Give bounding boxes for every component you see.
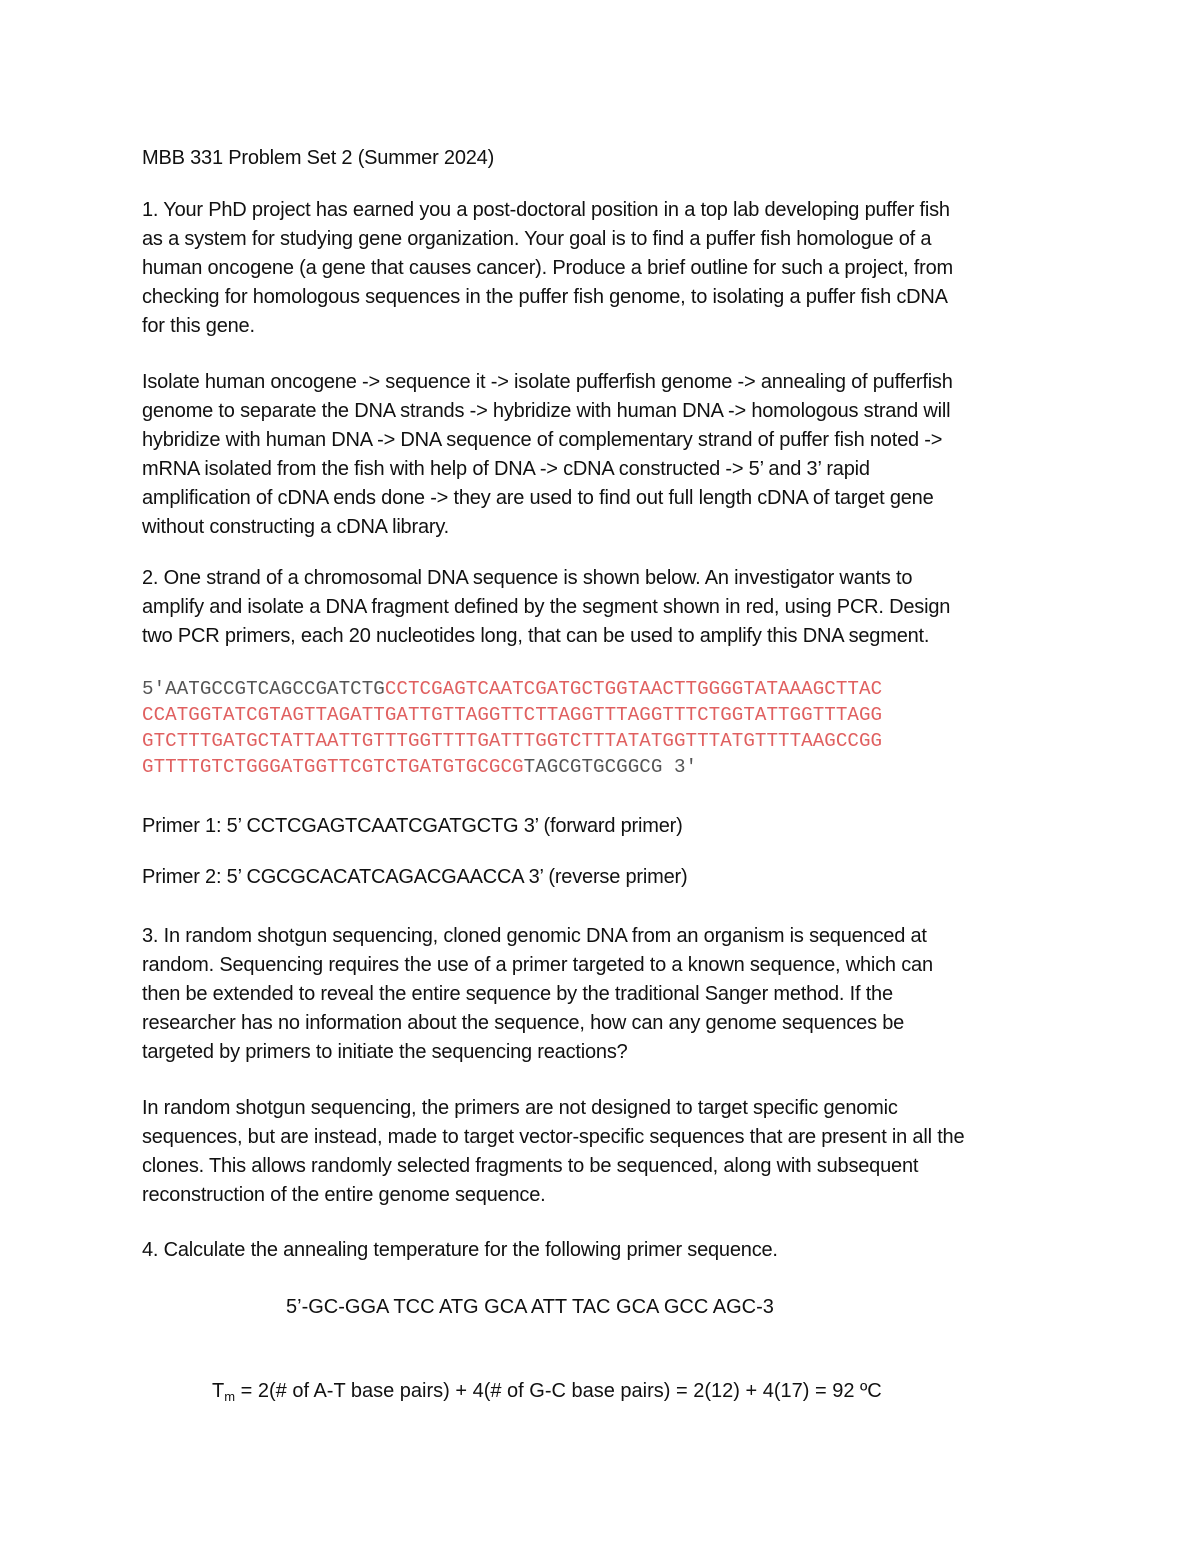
primer-1: Primer 1: 5’ CCTCGAGTCAATCGATGCTG 3’ (forward primer): [142, 815, 683, 837]
question-3: [142, 922, 1062, 1067]
question-4: 4. Calculate the annealing temperature for the following primer sequence.: [142, 1239, 778, 1261]
tm-equation: [212, 1377, 882, 1411]
question-2-line: amplify and isolate a DNA fragment defined by the segment shown in red, using PCR. Design: [142, 596, 951, 618]
answer-3: [142, 1094, 1062, 1210]
question-3-line: then be extended to reveal the entire sequence by the traditional Sanger method. If the: [142, 983, 893, 1005]
tm-symbol: T: [212, 1380, 225, 1402]
primer-2: Primer 2: 5’ CGCGCACATCAGACGAACCA 3’ (reverse primer): [142, 866, 688, 888]
dna-sequence-line-4: [142, 754, 1072, 780]
answer-1-line: mRNA isolated from the fish with help of DNA -> cDNA constructed -> 5’ and 3’ rapid: [142, 458, 870, 480]
tm-subscript: m: [224, 1389, 236, 1404]
sequence-highlight: CCTCGAGTCAATCGATGCTGGTAACTTGGGGTATAAAGCTTAC: [384, 678, 883, 700]
sequence-suffix: TAGCGTGCGGCG 3': [523, 756, 698, 778]
answer-3-line: sequences, but are instead, made to target vector-specific sequences that are present in all the: [142, 1126, 965, 1148]
page-title: MBB 331 Problem Set 2 (Summer 2024): [142, 147, 495, 169]
answer-3-line: reconstruction of the entire genome sequence.: [142, 1184, 546, 1206]
dna-sequence-line-3: [142, 728, 1072, 754]
question-3-line: targeted by primers to initiate the sequencing reactions?: [142, 1041, 628, 1063]
answer-1-line: amplification of cDNA ends done -> they are used to find out full length cDNA of target gene: [142, 487, 934, 509]
sequence-highlight: GTTTTGTCTGGGATGGTTCGTCTGATGTGCGCG: [142, 756, 524, 778]
dna-sequence: [142, 676, 1072, 780]
question-2: [142, 564, 1062, 651]
question-3-line: random. Sequencing requires the use of a primer targeted to a known sequence, which can: [142, 954, 933, 976]
answer-1-line: genome to separate the DNA strands -> hybridize with human DNA -> homologous strand will: [142, 400, 951, 422]
sequence-prefix: 5'AATGCCGTCAGCCGATCTG: [142, 678, 385, 700]
answer-3-line: clones. This allows randomly selected fragments to be sequenced, along with subsequent: [142, 1155, 919, 1177]
question-1-line: 1. Your PhD project has earned you a post-doctoral position in a top lab developing puffer fish: [142, 199, 950, 221]
tm-formula: = 2(# of A-T base pairs) + 4(# of G-C base pairs) = 2(12) + 4(17) = 92 ºC: [235, 1380, 882, 1402]
question-2-line: two PCR primers, each 20 nucleotides long, that can be used to amplify this DNA segment.: [142, 625, 930, 647]
question-1-line: checking for homologous sequences in the puffer fish genome, to isolating a puffer fish cDNA: [142, 286, 948, 308]
answer-1-line: without constructing a cDNA library.: [142, 516, 449, 538]
question-2-line: 2. One strand of a chromosomal DNA sequence is shown below. An investigator wants to: [142, 567, 913, 589]
sequence-highlight: GTCTTTGATGCTATTAATTGTTTGGTTTTGATTTGGTCTTTATATGGTTTATGTTTTAAGCCGG: [142, 730, 883, 752]
answer-3-line: In random shotgun sequencing, the primers are not designed to target specific genomic: [142, 1097, 898, 1119]
answer-1-line: Isolate human oncogene -> sequence it -> isolate pufferfish genome -> annealing of pufferfish: [142, 371, 953, 393]
question-1-line: as a system for studying gene organization. Your goal is to find a puffer fish homologue of a: [142, 228, 932, 250]
dna-sequence-line-1: [142, 676, 1072, 702]
sequence-highlight: CCATGGTATCGTAGTTAGATTGATTGTTAGGTTCTTAGGTTTAGGTTTCTGGTATTGGTTTAGG: [142, 704, 883, 726]
question-3-line: 3. In random shotgun sequencing, cloned genomic DNA from an organism is sequenced at: [142, 925, 927, 947]
dna-sequence-line-2: [142, 702, 1072, 728]
primer-sequence: 5’-GC-GGA TCC ATG GCA ATT TAC GCA GCC AGC-3: [286, 1296, 774, 1318]
answer-1: [142, 368, 1062, 542]
question-1-line: for this gene.: [142, 315, 255, 337]
question-3-line: researcher has no information about the sequence, how can any genome sequences be: [142, 1012, 905, 1034]
answer-1-line: hybridize with human DNA -> DNA sequence of complementary strand of puffer fish noted ->: [142, 429, 943, 451]
question-1: [142, 196, 1062, 341]
question-1-line: human oncogene (a gene that causes cancer). Produce a brief outline for such a project, from: [142, 257, 953, 279]
